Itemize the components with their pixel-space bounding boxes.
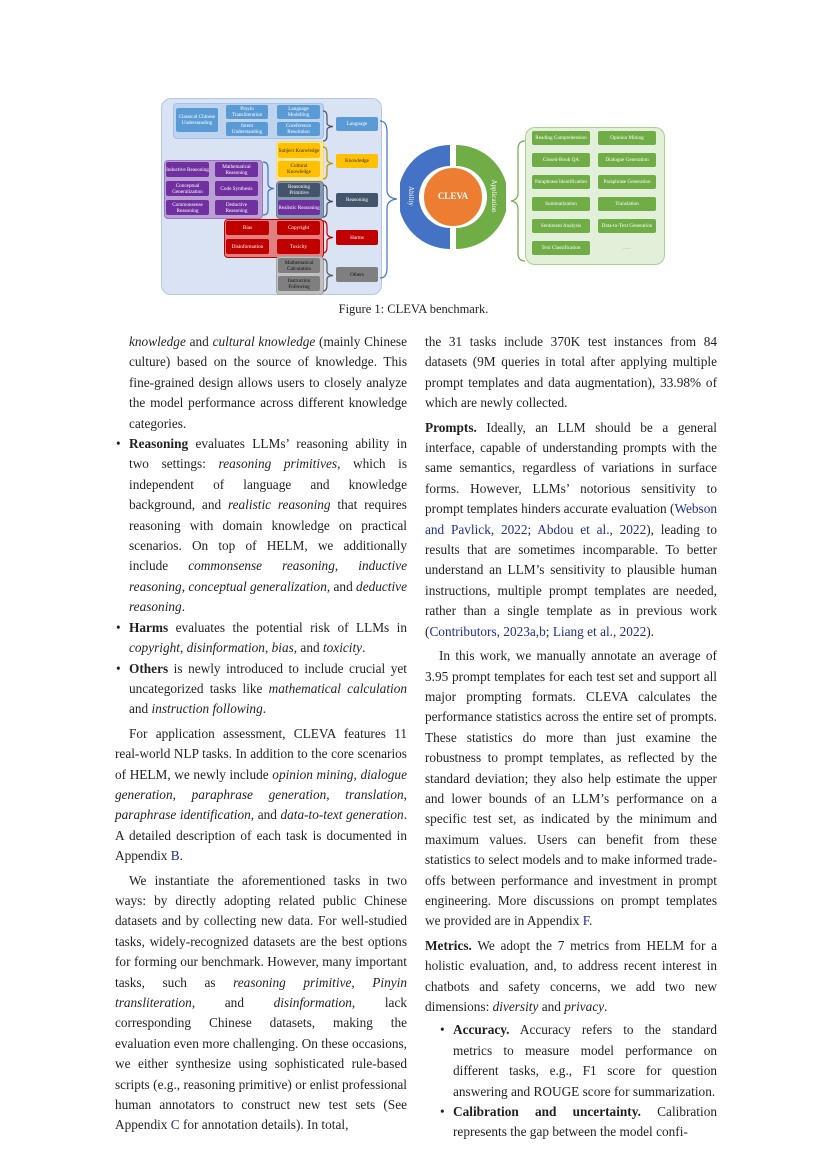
- right-column: [425, 332, 717, 1143]
- figure-cleva-benchmark: [160, 97, 670, 297]
- category-knowledge: Knowledge: [336, 154, 378, 168]
- appendix-c-link[interactable]: C: [170, 1117, 180, 1133]
- task-realistic-reasoning: Realistic Reasoning: [278, 200, 320, 215]
- templates-paragraph: In this work, we manually annotate an average of 3.95 prompt templates for each test set and support all major prompting formats. CLEVA calculates the performance statistics across the entire set of prompts. These statistics do more than just examine the robustness to prompt templates, as reflected by the standard deviation; they also help estimate the upper and lower bounds of an LLM’s performance on a specific test set, as indicated by the minimum and maximum values. Users can benefit from these statistics to select models and to make informed trade-offs between performance and investment in prompt engineering. More discussions on prompt templates we provided are in Appendix F.: [425, 648, 717, 929]
- metrics-paragraph: Metrics. We adopt the 7 metrics from HELM for a holistic evaluation, and, to address recent interest in chatbots and safety concerns, we add two new dimensions: diversity and privacy.: [425, 937, 717, 1014]
- task-mathematical-calculation: Mathematical Calculation: [278, 258, 320, 273]
- citation-liang[interactable]: Liang et al., 2022: [552, 623, 647, 639]
- knowledge-continuation: knowledge and cultural knowledge (mainly Chinese culture) based on the source of knowledge. This fine-grained design allows users to closely analyze the model performance across different knowledge categories.: [129, 334, 407, 431]
- application-brace: [510, 139, 526, 264]
- task-classical-chinese: Classical Chinese Understanding: [176, 108, 218, 132]
- bullet-accuracy: • Accuracy. Accuracy refers to the standard metrics to measure model performance on different tasks, e.g., F1 score for question answering and ROUGE score for summarization.: [439, 1020, 717, 1102]
- task-reasoning-primitive: Reasoning Primitive: [278, 183, 320, 197]
- metrics-bullet-list: [425, 1020, 717, 1142]
- app-task-paraphrase-generation: Paraphrase Generation: [598, 175, 656, 189]
- task-instruction-following: Instruction Following: [278, 276, 320, 291]
- task-pinyin: Pinyin Transliteration: [226, 105, 268, 119]
- task-conceptual-generalization: Conceptual Generalization: [166, 181, 209, 196]
- bullet-calibration: • Calibration and uncertainty. Calibration represents the gap between the model confi-: [439, 1102, 717, 1143]
- app-task-closed-book-qa: Closed-Book QA: [532, 153, 590, 167]
- app-task-text-classification: Text Classification: [532, 241, 590, 255]
- ability-brace: [379, 120, 401, 280]
- category-braces: [322, 103, 336, 293]
- bullet-harms: • Harms evaluates the potential risk of LLMs in copyright, disinformation, bias, and toxicity.: [115, 618, 407, 659]
- category-harms: Harms: [336, 230, 378, 245]
- app-task-summarization: Summarization: [532, 197, 590, 211]
- appendix-b-link[interactable]: B: [170, 848, 180, 864]
- app-task-translation: Translation: [598, 197, 656, 211]
- task-copyright: Copyright: [277, 221, 320, 235]
- task-inductive-reasoning: Inductive Reasoning: [166, 162, 209, 177]
- task-deductive-reasoning: Deductive Reasoning: [215, 200, 258, 215]
- citation-webson-pavlick[interactable]: Webson and Pavlick, 2022: [425, 501, 717, 537]
- instantiation-paragraph: We instantiate the aforementioned tasks in two ways: by directly adopting related public Chinese datasets and by collecting new data. For well-studied tasks, widely-recognized datasets are the best options for forming our benchmark. However, many important tasks, such as reasoning primitive, Pinyin transliteration, and disinformation, lack corresponding Chinese datasets, making the evaluation even more challenging. On these occasions, we either synthesize using sophisticated rule-based scripts (e.g., reasoning primitive) or enlist professional human annotators to construct new test sets (See Appendix C for annotation details). In total,: [115, 872, 408, 1133]
- task-disinformation: Disinformation: [226, 239, 269, 254]
- app-task-reading-comprehension: Reading Comprehension: [532, 131, 590, 145]
- task-coreference: Coreference Resolution: [277, 122, 320, 136]
- task-bias: Bias: [226, 221, 269, 235]
- category-language: Language: [336, 117, 378, 131]
- task-cultural-knowledge: Cultural Knowledge: [278, 161, 320, 177]
- appendix-f-link[interactable]: F: [582, 913, 590, 929]
- app-task-sentiment-analysis: Sentiment Analysis: [532, 219, 590, 233]
- task-commonsense-reasoning: Commonsense Reasoning: [166, 200, 209, 215]
- application-paragraph: For application assessment, CLEVA features 11 real-world NLP tasks. In addition to the core scenarios of HELM, we newly include opinion mining, dialogue generation, paraphrase generation, translation, paraphrase identification, and data-to-text generation. A detailed description of each task is documented in Appendix B.: [115, 725, 408, 864]
- task-toxicity: Toxicity: [277, 239, 320, 254]
- task-code-synthesis: Code Synthesis: [215, 181, 258, 196]
- task-mathematical-reasoning: Mathematical Reasoning: [215, 162, 258, 177]
- task-intent: Intent Understanding: [226, 122, 268, 136]
- category-reasoning: Reasoning: [336, 193, 378, 207]
- citation-contributors[interactable]: Contributors, 2023a,b: [429, 623, 546, 639]
- bullet-reasoning: • Reasoning evaluates LLMs’ reasoning ability in two settings: reasoning primitives, which is independent of language and knowledge background, and realistic reasoning that requires reasoning with domain knowledge on practical scenarios. On top of HELM, we additionally include commonsense reasoning, inductive reasoning, conceptual generalization, and deductive reasoning.: [115, 434, 407, 618]
- bullet-others: • Others is newly introduced to include crucial yet uncategorized tasks like mathematical calculation and instruction following.: [115, 659, 407, 720]
- citation-abdou[interactable]: Abdou et al., 2022: [537, 521, 647, 537]
- figure-caption: Figure 1: CLEVA benchmark.: [338, 302, 489, 316]
- category-others: Others: [336, 267, 378, 282]
- app-task-data-to-text: Data-to-Text Generation: [598, 219, 656, 233]
- ability-bullet-list: [115, 434, 407, 720]
- task-language-modelling: Language Modelling: [277, 105, 320, 119]
- app-task-paraphrase-identification: Paraphrase Identification: [532, 175, 590, 189]
- ability-label: Ability: [407, 186, 415, 206]
- prompts-paragraph: Prompts. Ideally, an LLM should be a general interface, capable of understanding prompts with the same semantics, regardless of variations in surface forms. However, LLMs’ notorious sensitivity to prompt templates hinders accurate evaluation (Webson and Pavlick, 2022; Abdou et al., 2022), leading to results that are sometimes incomparable. To better understand an LLM’s sensitivity to plausible human instructions, multiple prompt templates are needed, rather than a single template as in previous work (Contributors, 2023a,b; Liang et al., 2022).: [425, 419, 717, 639]
- application-label: Application: [490, 179, 498, 213]
- app-task-dialogue-generation: Dialogue Generation: [598, 153, 656, 167]
- app-task-opinion-mining: Opinion Mining: [598, 131, 656, 145]
- cleva-label: CLEVA: [437, 191, 469, 201]
- left-column: [115, 332, 407, 1136]
- app-task-ellipsis: ......: [623, 245, 631, 251]
- task-subject-knowledge: Subject Knowledge: [278, 143, 320, 158]
- reasoning-primitive-brace: [261, 160, 277, 217]
- dataset-stats-paragraph: the 31 tasks include 370K test instances from 84 datasets (9M queries in total after applying multiple prompt templates and data augmentation), 33.98% of which are newly collected.: [425, 334, 717, 411]
